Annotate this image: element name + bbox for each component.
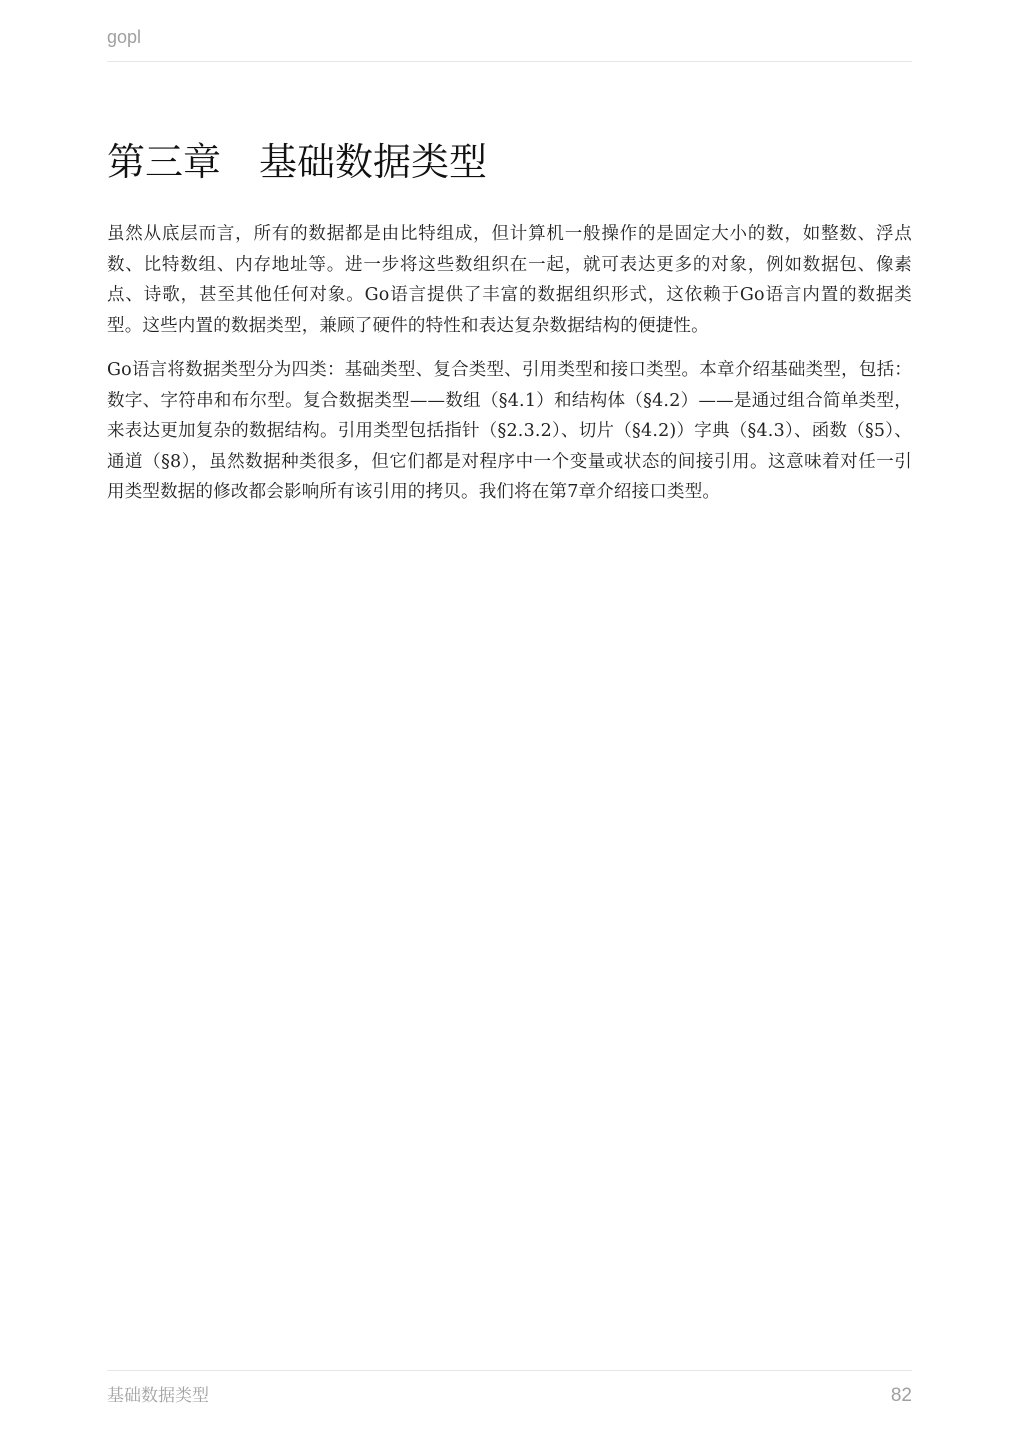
page-footer bbox=[107, 1370, 912, 1417]
page-number: 82 bbox=[890, 1385, 912, 1406]
footer-section-title: 基础数据类型 bbox=[107, 1386, 209, 1406]
paragraph-2: Go语言将数据类型分为四类：基础类型、复合类型、引用类型和接口类型。本章介绍基础类型，包括：数字、字符串和布尔型。复合数据类型——数组（§4.1）和结构体（§4.2）——是通过组合简单类型，来表达更加复杂的数据结构。引用类型包括指针（§2.3.2）、切片（§4.2)）字典（§4.3）、函数（§5）、通道（§8），虽然数据种类很多，但它们都是对程序中一个变量或状态的间接引用。这意味着对任一引用类型数据的修改都会影响所有该引用的拷贝。我们将在第7章介绍接口类型。 bbox=[107, 360, 912, 502]
chapter-body bbox=[107, 219, 912, 522]
page-header bbox=[107, 24, 912, 62]
chapter-title: 第三章 基础数据类型 bbox=[107, 140, 488, 184]
paragraph-1: 虽然从底层而言，所有的数据都是由比特组成，但计算机一般操作的是固定大小的数，如整数、浮点数、比特数组、内存地址等。进一步将这些数组织在一起，就可表达更多的对象，例如数据包、像素点、诗歌，甚至其他任何对象。Go语言提供了丰富的数据组织形式，这依赖于Go语言内置的数据类型。这些内置的数据类型，兼顾了硬件的特性和表达复杂数据结构的便捷性。 bbox=[107, 224, 912, 336]
header-title: gopl bbox=[107, 27, 142, 47]
